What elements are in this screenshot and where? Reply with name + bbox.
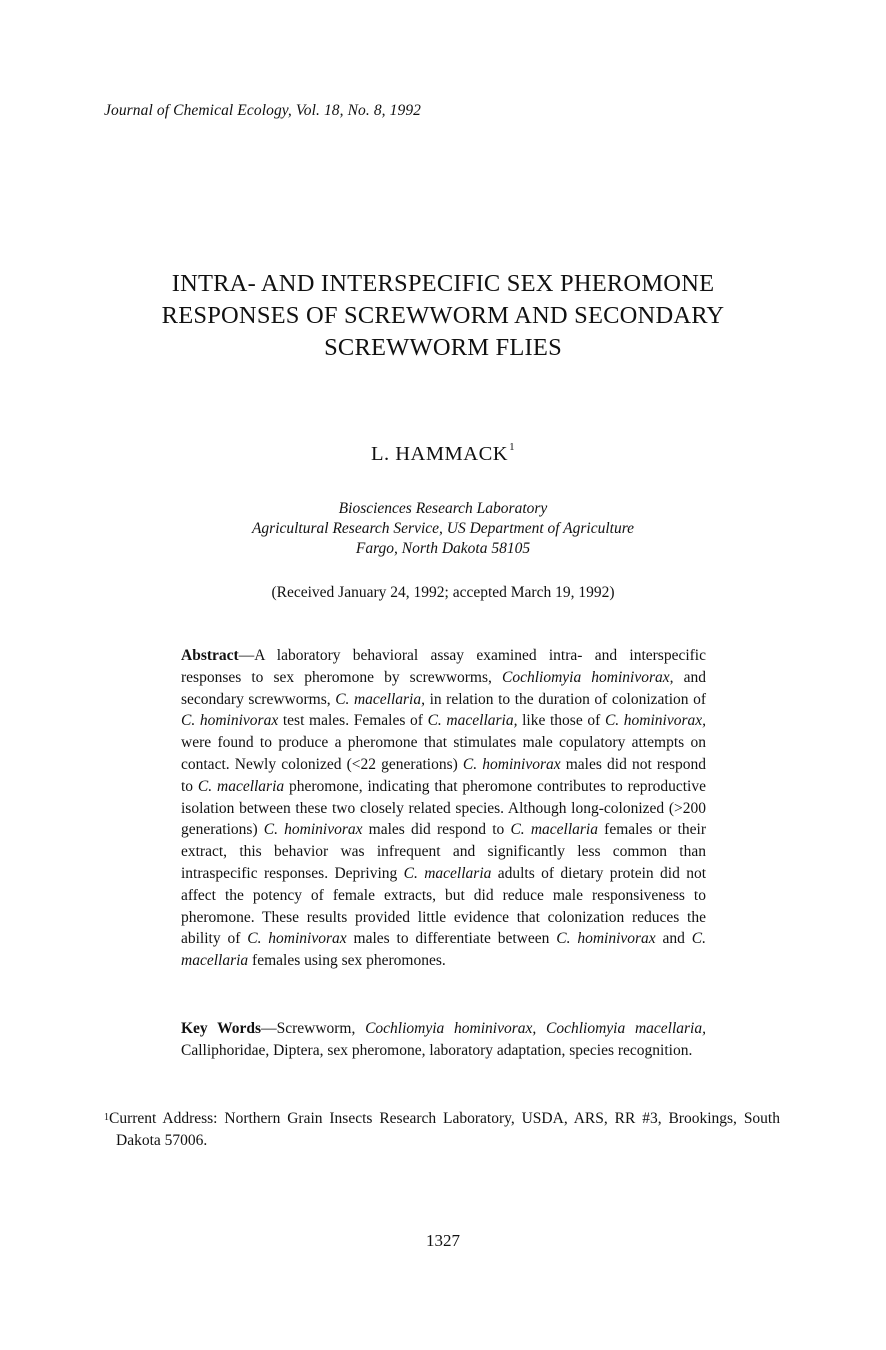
footnote-address xyxy=(104,1108,780,1151)
abstract-text: —A laboratory behavioral assay examined intra- and interspecific responses to sex pheromone by screwworms, xyxy=(181,647,706,686)
author-line xyxy=(0,443,886,466)
species-name: C. macellaria xyxy=(510,821,598,839)
affiliation xyxy=(0,499,886,559)
species-name: C. hominivorax xyxy=(247,930,347,948)
abstract-text: in relation to the duration of colonization of xyxy=(425,690,706,708)
keywords-label: Key Words xyxy=(181,1020,262,1037)
species-name: C. hominivorax, xyxy=(604,712,707,730)
species-name: C. hominivorax xyxy=(462,755,561,773)
journal-citation: Journal of Chemical Ecology, Vol. 18, No. 8, 1992 xyxy=(104,102,422,119)
page-number: 1327 xyxy=(426,1231,460,1250)
species-name: C. hominivorax xyxy=(556,930,656,948)
abstract-text: males to differentiate between xyxy=(346,930,557,948)
abstract-text: females using sex pheromones. xyxy=(248,952,446,970)
abstract-text: males did respond to xyxy=(362,821,511,839)
affiliation-line-1: Biosciences Research Laboratory xyxy=(338,500,548,517)
key-words xyxy=(181,1018,706,1062)
abstract-text: females or their extract, this behavior was infrequent and significantly less common than intraspecific responses. Depriving xyxy=(181,821,707,882)
author-footnote-mark: 1 xyxy=(509,441,516,453)
abstract-text: adults of dietary protein did not affect the potency of female extracts, but did reduce male responsiveness to pheromone. These results provided little evidence that colonization reduces the ability of xyxy=(181,864,706,948)
abstract-text: and xyxy=(655,930,692,948)
title-line-3: SCREWWORM FLIES xyxy=(324,334,562,361)
title-line-1: INTRA- AND INTERSPECIFIC SEX PHEROMONE xyxy=(171,270,715,297)
title-line-2: RESPONSES OF SCREWWORM AND SECONDARY xyxy=(161,302,725,329)
species-name: C. macellaria, xyxy=(335,690,425,708)
abstract-text: like those of xyxy=(517,712,605,730)
keywords-text: —Screwworm, xyxy=(261,1020,366,1037)
species-name: Cochliomyia hominivorax, xyxy=(501,668,674,686)
species-name: C. macellaria xyxy=(181,930,706,970)
abstract-text: were found to produce a pheromone that stimulates male copulatory attempts on contact. Newly colonized (<22 generations) xyxy=(181,734,706,773)
footnote-mark: 1 xyxy=(104,1112,109,1123)
author-name: L. HAMMACK xyxy=(370,443,509,465)
received-dates: (Received January 24, 1992; accepted March 19, 1992) xyxy=(271,584,615,601)
species-name: C. hominivorax xyxy=(263,821,363,839)
article-title xyxy=(90,268,796,364)
species-name: C. macellaria xyxy=(197,777,285,795)
affiliation-line-3: Fargo, North Dakota 58105 xyxy=(355,540,531,557)
abstract-text: males did not respond to xyxy=(181,755,706,795)
footnote xyxy=(104,1108,780,1151)
species-name: C. macellaria, xyxy=(427,712,518,730)
abstract xyxy=(181,645,706,972)
abstract-text: test males. Females of xyxy=(278,712,428,730)
abstract-text: pheromone, indicating that pheromone contributes to reproductive isolation between these two closely related species. Although long-colonized (>200 generations) xyxy=(181,777,706,839)
species-name: Cochliomyia hominivorax, Cochliomyia macellaria, xyxy=(365,1020,706,1037)
abstract-label: Abstract xyxy=(181,647,239,664)
footnote-text: Current Address: Northern Grain Insects Research Laboratory, USDA, ARS, RR #3, Brookings, South Dakota 57006. xyxy=(109,1110,780,1149)
species-name: C. macellaria xyxy=(403,864,492,882)
abstract-text: and secondary screwworms, xyxy=(181,668,706,708)
affiliation-line-2: Agricultural Research Service, US Department of Agriculture xyxy=(251,520,635,537)
keywords-text: Calliphoridae, Diptera, sex pheromone, laboratory adaptation, species recognition. xyxy=(181,1041,693,1059)
species-name: C. hominivorax xyxy=(181,712,279,730)
